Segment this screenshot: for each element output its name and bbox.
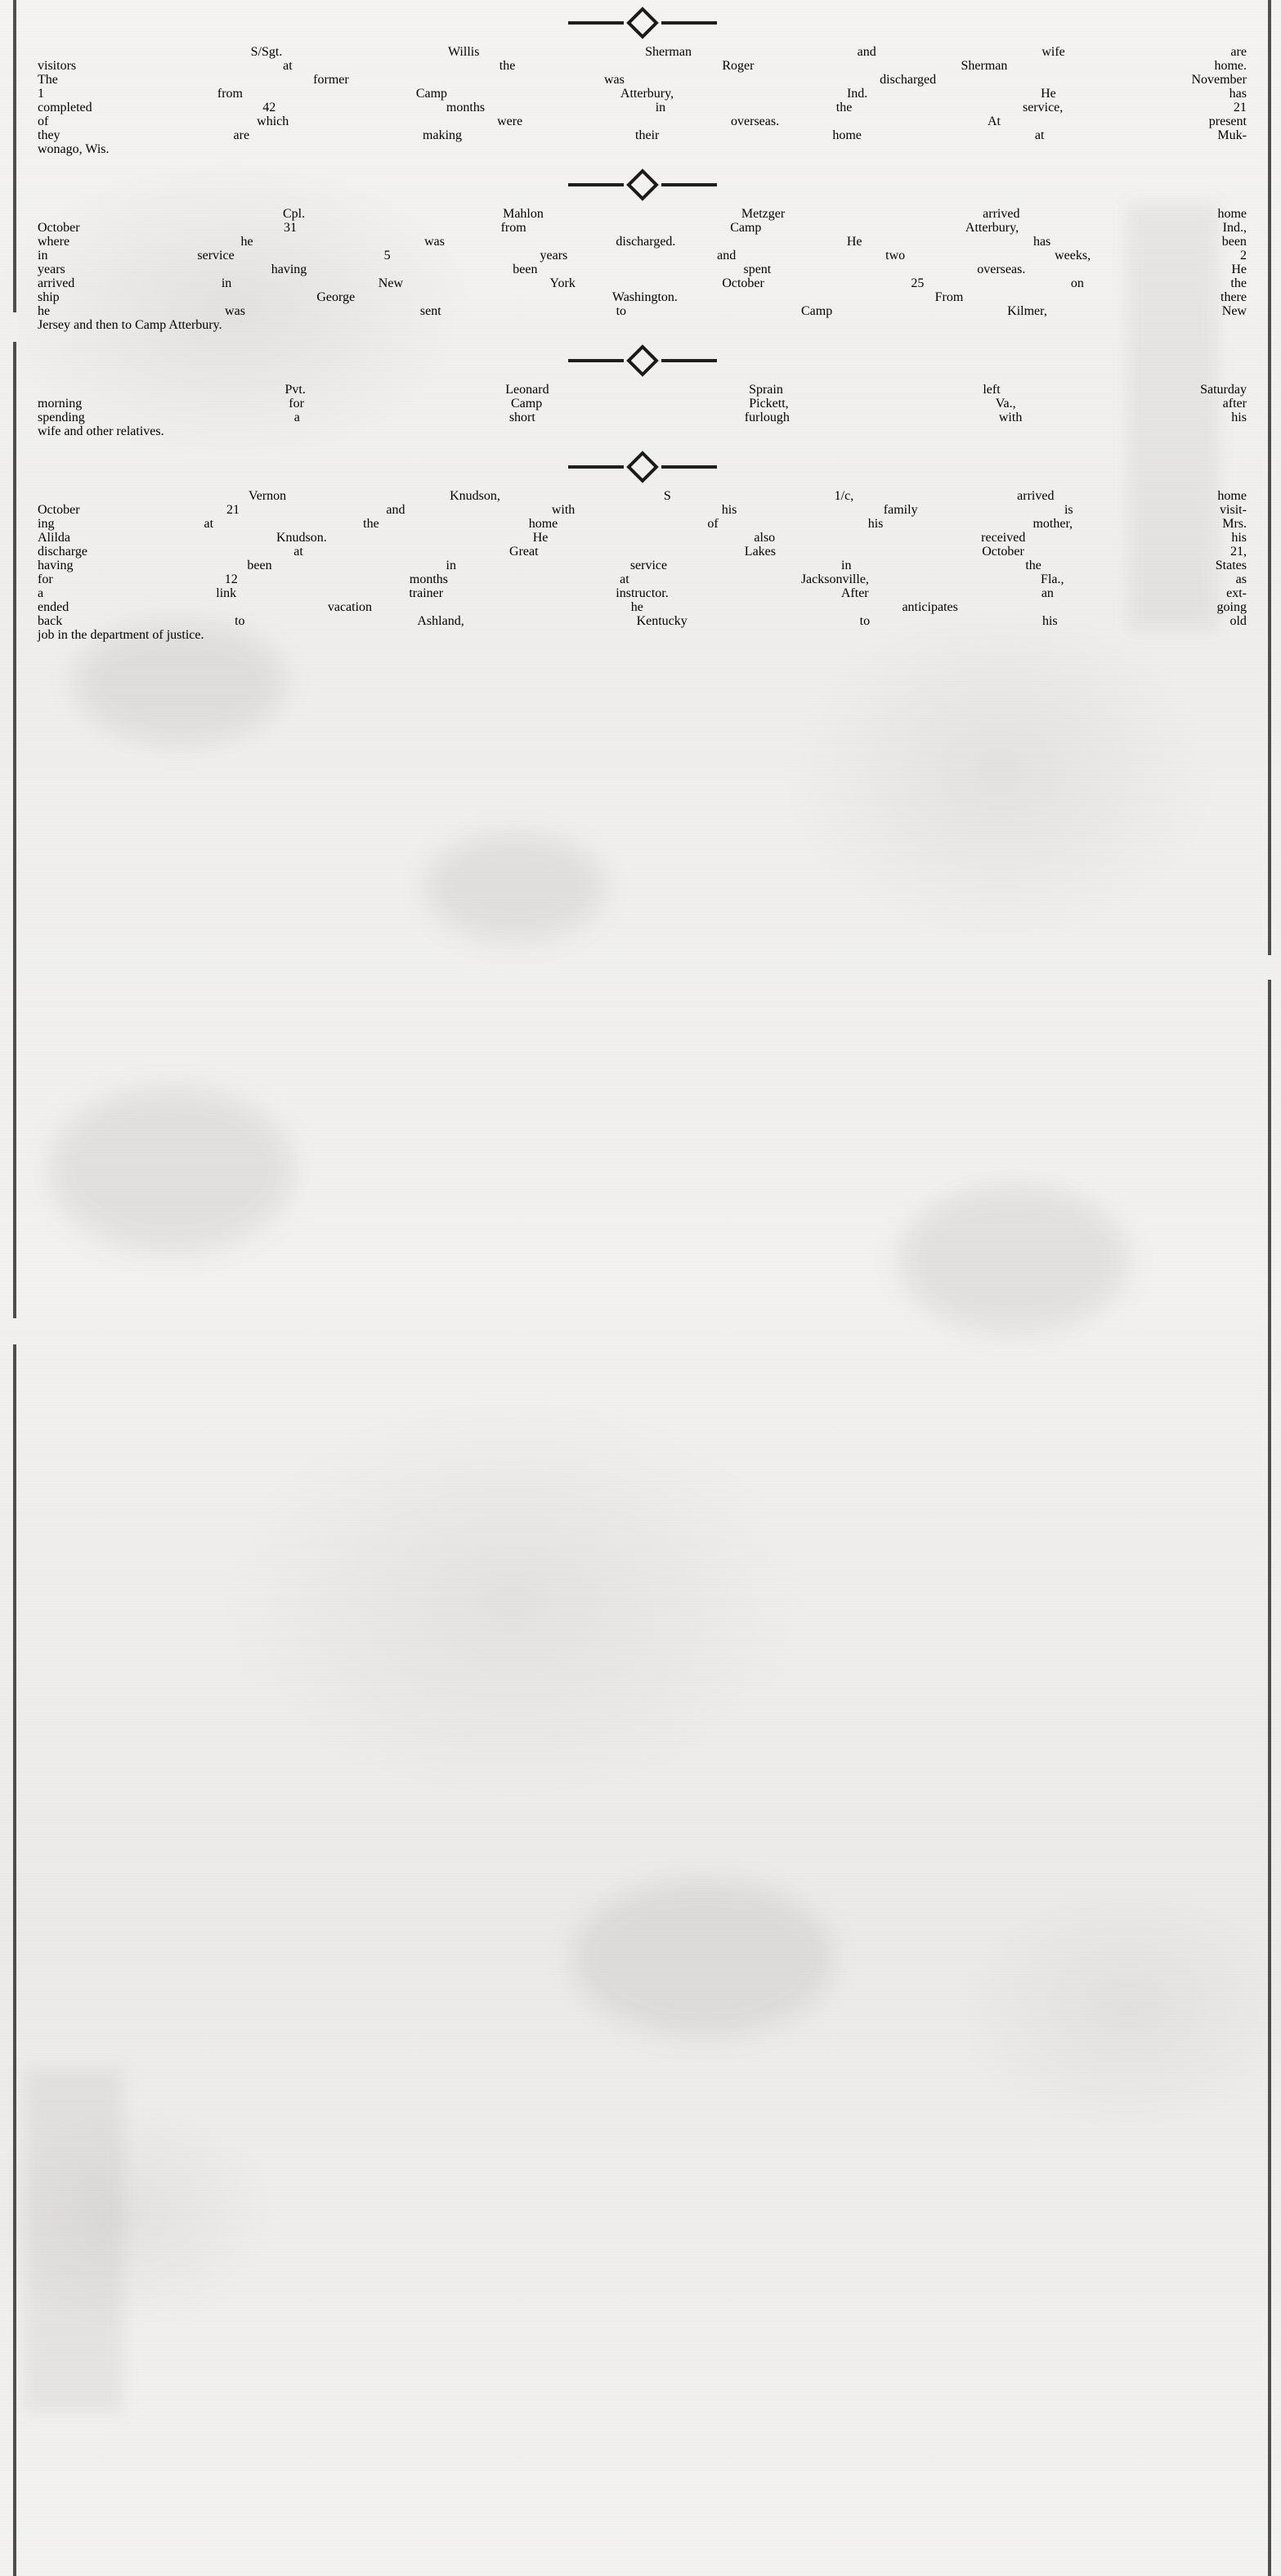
diamond-icon bbox=[626, 451, 659, 483]
text-word: Ashland, bbox=[417, 614, 464, 628]
text-word: ended bbox=[38, 600, 69, 614]
text-word: discharged bbox=[880, 73, 937, 87]
text-word: arrived bbox=[38, 276, 75, 290]
text-word: Knudson, bbox=[450, 489, 500, 503]
text-word: October bbox=[38, 503, 80, 517]
text-word: from bbox=[500, 221, 526, 235]
text-word: he bbox=[240, 235, 253, 249]
text-word: Willis bbox=[447, 45, 480, 59]
text-word: Kentucky bbox=[636, 614, 688, 628]
text-word: mother, bbox=[1032, 517, 1073, 531]
text-word: discharge bbox=[38, 545, 88, 559]
text-word: He bbox=[846, 235, 862, 249]
text-word: Mrs. bbox=[1222, 517, 1247, 531]
text-word: home bbox=[832, 128, 862, 142]
separator-bar-right bbox=[661, 359, 717, 362]
text-word: Kilmer, bbox=[1007, 304, 1047, 318]
text-word: anticipates bbox=[902, 600, 958, 614]
text-word: at bbox=[283, 59, 293, 73]
text-word: received bbox=[981, 531, 1026, 545]
text-word: 42 bbox=[262, 101, 276, 114]
text-word: making bbox=[423, 128, 463, 142]
text-word: months bbox=[446, 101, 486, 114]
text-word: the bbox=[1025, 559, 1041, 572]
text-word: He bbox=[1041, 87, 1056, 101]
text-word: at bbox=[204, 517, 214, 531]
text-word: Jacksonville, bbox=[800, 572, 869, 586]
text-word: are bbox=[233, 128, 250, 142]
text-word: of bbox=[38, 114, 49, 128]
text-word: States bbox=[1215, 559, 1247, 572]
text-word: also bbox=[754, 531, 776, 545]
text-word: he bbox=[38, 304, 51, 318]
text-word: for bbox=[289, 397, 304, 411]
text-word: Knudson. bbox=[275, 531, 327, 545]
text-word: years bbox=[38, 263, 65, 276]
text-word: an bbox=[1041, 586, 1054, 600]
text-word: October bbox=[722, 276, 764, 290]
text-word: and bbox=[717, 249, 737, 263]
text-word: and bbox=[857, 45, 876, 59]
story-body bbox=[38, 208, 1247, 334]
separator-bar-left bbox=[568, 359, 624, 362]
text-word: He bbox=[532, 531, 549, 545]
text-word: Great bbox=[509, 545, 539, 559]
separator-bar-right bbox=[661, 183, 717, 186]
text-word: Lakes bbox=[744, 545, 776, 559]
text-word: ship bbox=[38, 290, 60, 304]
text-word: having bbox=[271, 263, 307, 276]
text-word: the bbox=[1230, 276, 1247, 290]
story-mahlon-metzger bbox=[38, 162, 1247, 334]
text-word: Cpl. bbox=[282, 207, 306, 221]
story-body bbox=[38, 384, 1247, 441]
text-word: S/Sgt. bbox=[250, 45, 283, 59]
text-word: Vernon bbox=[248, 489, 287, 503]
text-word: spent bbox=[743, 263, 772, 276]
text-word: he bbox=[630, 600, 643, 614]
diamond-separator bbox=[38, 338, 1247, 384]
text-line: job in the department of justice. bbox=[38, 628, 204, 642]
text-word: vacation bbox=[327, 600, 373, 614]
text-word: been bbox=[513, 263, 538, 276]
text-word: October bbox=[982, 545, 1024, 559]
text-word: After bbox=[840, 586, 869, 600]
text-word: left bbox=[983, 383, 1001, 397]
text-word: At bbox=[987, 114, 1001, 128]
text-word: from bbox=[217, 87, 243, 101]
separator-bar-left bbox=[568, 465, 624, 469]
text-word: which bbox=[257, 114, 289, 128]
story-body bbox=[38, 490, 1247, 644]
text-word: where bbox=[38, 235, 70, 249]
text-word: to bbox=[616, 304, 627, 318]
text-word: visitors bbox=[38, 59, 77, 73]
text-word: 5 bbox=[383, 249, 391, 263]
text-word: weeks, bbox=[1055, 249, 1091, 263]
text-word: his bbox=[1041, 614, 1058, 628]
text-word: discharged. bbox=[616, 235, 676, 249]
text-word: was bbox=[603, 73, 625, 87]
text-word: as bbox=[1235, 572, 1247, 586]
text-word: been bbox=[1221, 235, 1247, 249]
separator-bar-right bbox=[661, 465, 717, 469]
text-word: arrived bbox=[983, 207, 1020, 221]
separator-bar-left bbox=[568, 21, 624, 25]
text-word: service bbox=[197, 249, 235, 263]
story-willis-sherman bbox=[38, 0, 1247, 159]
text-word: morning bbox=[38, 397, 83, 411]
text-word: arrived bbox=[1017, 489, 1055, 503]
text-word: were bbox=[497, 114, 523, 128]
text-word: a bbox=[293, 411, 300, 424]
text-word: has bbox=[1032, 235, 1051, 249]
text-word: furlough bbox=[744, 411, 790, 424]
text-word: 1/c, bbox=[834, 489, 854, 503]
text-word: with bbox=[551, 503, 576, 517]
text-word: present bbox=[1208, 114, 1247, 128]
text-word: after bbox=[1222, 397, 1247, 411]
text-word: and bbox=[386, 503, 405, 517]
text-line: Jersey and then to Camp Atterbury. bbox=[38, 318, 222, 332]
text-word: old bbox=[1229, 614, 1247, 628]
text-word: in bbox=[221, 276, 232, 290]
text-word: New bbox=[1221, 304, 1247, 318]
text-word: New bbox=[378, 276, 404, 290]
text-word: in bbox=[841, 559, 852, 572]
text-word: S bbox=[663, 489, 671, 503]
column-rule-left bbox=[13, 0, 16, 2576]
text-word: Muk- bbox=[1217, 128, 1247, 142]
text-word: 21, bbox=[1230, 545, 1247, 559]
text-line: wonago, Wis. bbox=[38, 142, 110, 156]
text-word: the bbox=[363, 517, 379, 531]
text-word: York bbox=[549, 276, 576, 290]
text-word: in bbox=[446, 559, 456, 572]
text-word: October bbox=[38, 221, 80, 235]
text-word: overseas. bbox=[731, 114, 780, 128]
text-word: Ind., bbox=[1222, 221, 1247, 235]
text-word: short bbox=[508, 411, 535, 424]
text-word: his bbox=[721, 503, 737, 517]
text-word: in bbox=[38, 249, 48, 263]
text-word: in bbox=[655, 101, 666, 114]
text-word: Pvt. bbox=[284, 383, 306, 397]
text-word: ing bbox=[38, 517, 55, 531]
text-word: with bbox=[998, 411, 1023, 424]
text-word: Camp bbox=[800, 304, 833, 318]
text-word: two bbox=[885, 249, 906, 263]
text-word: 21 bbox=[226, 503, 240, 517]
text-word: at bbox=[293, 545, 303, 559]
diamond-icon bbox=[626, 168, 659, 201]
text-word: trainer bbox=[409, 586, 444, 600]
text-word: months bbox=[409, 572, 449, 586]
text-word: Va., bbox=[995, 397, 1016, 411]
text-word: been bbox=[247, 559, 272, 572]
story-body bbox=[38, 46, 1247, 159]
diamond-icon bbox=[626, 7, 659, 39]
text-word: completed bbox=[38, 101, 92, 114]
text-word: 21 bbox=[1233, 101, 1247, 114]
story-vernon-knudson bbox=[38, 444, 1247, 644]
text-word: to bbox=[235, 614, 245, 628]
text-word: George bbox=[316, 290, 356, 304]
text-word: Sherman bbox=[961, 59, 1008, 73]
text-word: his bbox=[1231, 531, 1247, 545]
text-word: was bbox=[225, 304, 245, 318]
article-column bbox=[38, 0, 1247, 2576]
story-leonard-sprain bbox=[38, 338, 1247, 441]
text-line: wife and other relatives. bbox=[38, 424, 164, 438]
text-word: Camp bbox=[730, 221, 762, 235]
text-word: November bbox=[1191, 73, 1247, 87]
text-word: was bbox=[424, 235, 445, 249]
text-word: ext- bbox=[1226, 586, 1247, 600]
text-word: instructor. bbox=[616, 586, 669, 600]
text-word: spending bbox=[38, 411, 85, 424]
text-word: home bbox=[528, 517, 558, 531]
text-word: Mahlon bbox=[503, 207, 544, 221]
text-word: the bbox=[499, 59, 516, 73]
text-word: Ind. bbox=[846, 87, 868, 101]
text-word: home bbox=[1217, 207, 1247, 221]
text-word: they bbox=[38, 128, 60, 142]
text-word: 25 bbox=[911, 276, 925, 290]
text-word: back bbox=[38, 614, 63, 628]
text-word: 12 bbox=[224, 572, 238, 586]
text-word: wife bbox=[1041, 45, 1065, 59]
text-word: family bbox=[883, 503, 918, 517]
text-word: Camp bbox=[510, 397, 543, 411]
text-word: Leonard bbox=[505, 383, 549, 397]
text-word: at bbox=[1034, 128, 1045, 142]
text-word: He bbox=[1231, 263, 1247, 276]
text-word: to bbox=[859, 614, 871, 628]
text-word: home. bbox=[1214, 59, 1247, 73]
text-word: Atterbury, bbox=[965, 221, 1019, 235]
text-word: From bbox=[934, 290, 964, 304]
text-word: is bbox=[1064, 503, 1073, 517]
text-word: a bbox=[38, 586, 44, 600]
text-word: Camp bbox=[415, 87, 448, 101]
column-rule-right bbox=[1268, 0, 1271, 2576]
text-word: Fla., bbox=[1041, 572, 1064, 586]
text-word: sent bbox=[419, 304, 441, 318]
text-word: Washington. bbox=[611, 290, 678, 304]
text-word: former bbox=[313, 73, 349, 87]
text-word: his bbox=[867, 517, 884, 531]
text-word: his bbox=[1231, 411, 1247, 424]
text-word: 2 bbox=[1239, 249, 1247, 263]
text-word: overseas. bbox=[977, 263, 1026, 276]
diamond-separator bbox=[38, 0, 1247, 46]
text-word: Sprain bbox=[749, 383, 783, 397]
text-word: for bbox=[38, 572, 53, 586]
text-word: has bbox=[1229, 87, 1247, 101]
separator-bar-right bbox=[661, 21, 717, 25]
diamond-separator bbox=[38, 162, 1247, 208]
text-word: link bbox=[216, 586, 237, 600]
separator-bar-left bbox=[568, 183, 624, 186]
text-word: on bbox=[1070, 276, 1084, 290]
text-word: The bbox=[38, 73, 58, 87]
text-word: service bbox=[629, 559, 668, 572]
text-word: are bbox=[1230, 45, 1247, 59]
text-word: 31 bbox=[284, 221, 298, 235]
text-word: the bbox=[835, 101, 853, 114]
text-word: their bbox=[635, 128, 660, 142]
text-word: Saturday bbox=[1200, 383, 1247, 397]
text-word: 1 bbox=[38, 87, 44, 101]
text-word: Metzger bbox=[741, 207, 786, 221]
text-word: at bbox=[620, 572, 629, 586]
text-word: having bbox=[38, 559, 74, 572]
text-word: Atterbury, bbox=[620, 87, 674, 101]
text-word: going bbox=[1216, 600, 1247, 614]
text-word: Sherman bbox=[645, 45, 692, 59]
text-word: of bbox=[707, 517, 719, 531]
text-word: visit- bbox=[1220, 503, 1247, 517]
text-word: Alilda bbox=[38, 531, 70, 545]
text-word: Pickett, bbox=[749, 397, 789, 411]
diamond-icon bbox=[626, 344, 659, 377]
text-word: service, bbox=[1022, 101, 1064, 114]
diamond-separator bbox=[38, 444, 1247, 490]
text-word: there bbox=[1221, 290, 1247, 304]
text-word: years bbox=[540, 249, 568, 263]
text-word: home bbox=[1217, 489, 1247, 503]
text-word: Roger bbox=[722, 59, 755, 73]
